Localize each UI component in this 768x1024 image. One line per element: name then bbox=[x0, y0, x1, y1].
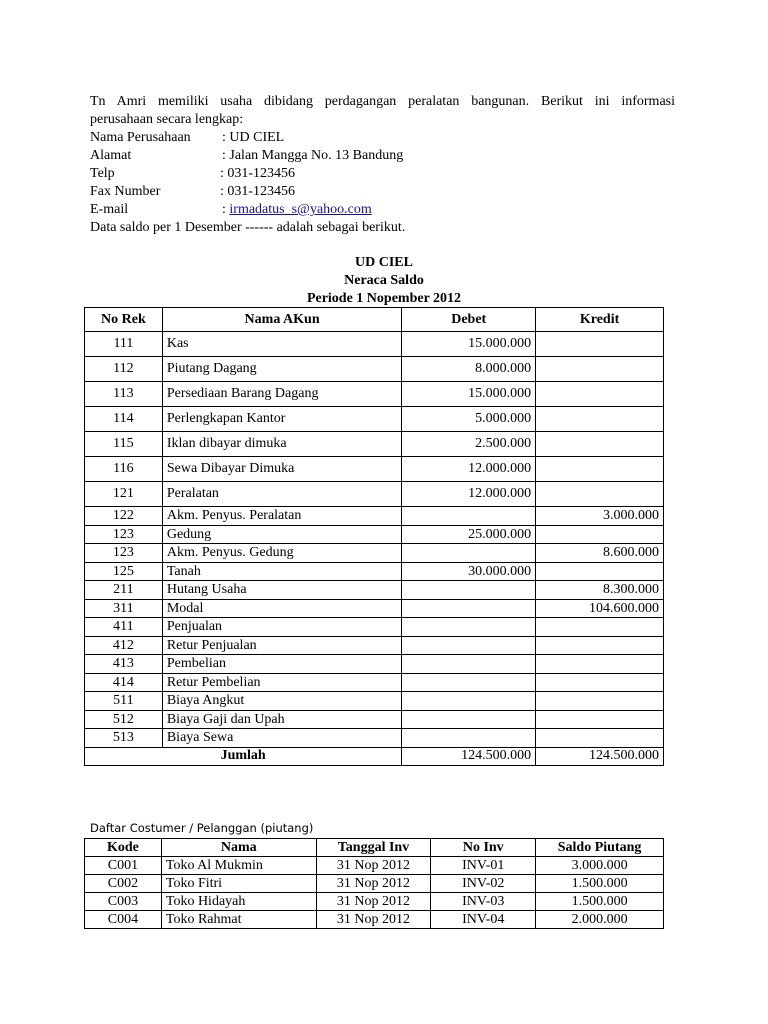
account-name: Piutang Dagang bbox=[162, 357, 401, 382]
kredit-value bbox=[536, 655, 664, 674]
debet-value: 8.000.000 bbox=[402, 357, 536, 382]
customer-code: C001 bbox=[85, 857, 162, 875]
report-period: Periode 1 Nopember 2012 bbox=[306, 291, 462, 306]
account-number: 123 bbox=[85, 525, 163, 544]
debet-value bbox=[402, 636, 536, 655]
debet-value bbox=[402, 673, 536, 692]
account-number: 122 bbox=[85, 507, 163, 526]
account-name: Akm. Penyus. Peralatan bbox=[162, 507, 401, 526]
table-header-row bbox=[85, 839, 664, 857]
account-number: 513 bbox=[85, 729, 163, 748]
debet-value bbox=[402, 618, 536, 637]
data-saldo-text: Data saldo per 1 Desember ------ adalah sebagai berikut. bbox=[90, 220, 406, 235]
field-label: Fax Number bbox=[90, 184, 161, 199]
account-number: 115 bbox=[85, 432, 163, 457]
debet-value bbox=[402, 729, 536, 748]
report-title: Neraca Saldo bbox=[344, 273, 424, 288]
pelanggan-caption: Daftar Costumer / Pelanggan (piutang) bbox=[90, 821, 314, 835]
table-row bbox=[85, 525, 664, 544]
field-label: Alamat bbox=[90, 148, 132, 163]
table-row bbox=[85, 407, 664, 432]
account-number: 113 bbox=[85, 382, 163, 407]
account-number: 412 bbox=[85, 636, 163, 655]
intro-line-2: perusahaan secara lengkap: bbox=[90, 112, 244, 127]
email-link[interactable]: irmadatus_s@yahoo.com bbox=[229, 202, 372, 217]
company-name: UD CIEL bbox=[355, 255, 413, 270]
debet-value bbox=[402, 599, 536, 618]
debet-value bbox=[402, 710, 536, 729]
invoice-date: 31 Nop 2012 bbox=[316, 857, 431, 875]
saldo-piutang: 1.500.000 bbox=[536, 875, 664, 893]
account-name: Penjualan bbox=[162, 618, 401, 637]
table-row bbox=[85, 618, 664, 637]
kredit-value bbox=[536, 407, 664, 432]
account-name: Tanah bbox=[162, 562, 401, 581]
col-header-kredit: Kredit bbox=[536, 308, 664, 332]
col-header-debet: Debet bbox=[402, 308, 536, 332]
table-row bbox=[85, 482, 664, 507]
account-number: 511 bbox=[85, 692, 163, 711]
debet-value: 2.500.000 bbox=[402, 432, 536, 457]
debet-value bbox=[402, 581, 536, 600]
invoice-number: INV-02 bbox=[431, 875, 536, 893]
table-row bbox=[85, 382, 664, 407]
customer-name: Toko Hidayah bbox=[161, 893, 316, 911]
account-name: Retur Penjualan bbox=[162, 636, 401, 655]
table-row bbox=[85, 599, 664, 618]
field-label: Nama Perusahaan bbox=[90, 130, 191, 145]
customer-name: Toko Rahmat bbox=[161, 911, 316, 929]
field-value: : Jalan Mangga No. 13 Bandung bbox=[222, 148, 404, 163]
table-row bbox=[85, 710, 664, 729]
account-name: Modal bbox=[162, 599, 401, 618]
table-row bbox=[85, 875, 664, 893]
debet-value bbox=[402, 507, 536, 526]
customer-code: C004 bbox=[85, 911, 162, 929]
field-label: E-mail bbox=[90, 202, 129, 217]
col-header-nama-akun: Nama AKun bbox=[162, 308, 401, 332]
pelanggan-table bbox=[84, 838, 664, 929]
debet-value: 12.000.000 bbox=[402, 457, 536, 482]
account-number: 411 bbox=[85, 618, 163, 637]
account-name: Biaya Gaji dan Upah bbox=[162, 710, 401, 729]
kredit-value bbox=[536, 729, 664, 748]
total-kredit: 124.500.000 bbox=[536, 747, 664, 765]
account-number: 414 bbox=[85, 673, 163, 692]
account-name: Akm. Penyus. Gedung bbox=[162, 544, 401, 563]
table-row bbox=[85, 581, 664, 600]
debet-value bbox=[402, 655, 536, 674]
total-debet: 124.500.000 bbox=[402, 747, 536, 765]
table-row bbox=[85, 857, 664, 875]
table-row bbox=[85, 692, 664, 711]
table-row bbox=[85, 544, 664, 563]
invoice-number: INV-01 bbox=[431, 857, 536, 875]
account-name: Gedung bbox=[162, 525, 401, 544]
account-name: Biaya Angkut bbox=[162, 692, 401, 711]
account-name: Retur Pembelian bbox=[162, 673, 401, 692]
table-row bbox=[85, 562, 664, 581]
invoice-date: 31 Nop 2012 bbox=[316, 893, 431, 911]
kredit-value: 8.300.000 bbox=[536, 581, 664, 600]
account-number: 125 bbox=[85, 562, 163, 581]
kredit-value bbox=[536, 618, 664, 637]
account-number: 112 bbox=[85, 357, 163, 382]
debet-value: 12.000.000 bbox=[402, 482, 536, 507]
email-sep: : bbox=[222, 202, 230, 217]
kredit-value bbox=[536, 482, 664, 507]
col-header-no-inv: No Inv bbox=[431, 839, 536, 857]
account-name: Pembelian bbox=[162, 655, 401, 674]
debet-value: 5.000.000 bbox=[402, 407, 536, 432]
invoice-date: 31 Nop 2012 bbox=[316, 911, 431, 929]
account-name: Perlengkapan Kantor bbox=[162, 407, 401, 432]
account-number: 116 bbox=[85, 457, 163, 482]
customer-name: Toko Al Mukmin bbox=[161, 857, 316, 875]
neraca-saldo-table bbox=[84, 307, 664, 766]
invoice-date: 31 Nop 2012 bbox=[316, 875, 431, 893]
account-number: 512 bbox=[85, 710, 163, 729]
kredit-value bbox=[536, 673, 664, 692]
invoice-number: INV-03 bbox=[431, 893, 536, 911]
table-row bbox=[85, 893, 664, 911]
col-header-tanggal-inv: Tanggal Inv bbox=[316, 839, 431, 857]
table-row bbox=[85, 432, 664, 457]
saldo-piutang: 1.500.000 bbox=[536, 893, 664, 911]
field-nama-perusahaan bbox=[90, 129, 675, 147]
account-number: 413 bbox=[85, 655, 163, 674]
intro-section bbox=[90, 93, 675, 237]
table-row bbox=[85, 357, 664, 382]
field-fax bbox=[90, 183, 675, 201]
kredit-value: 8.600.000 bbox=[536, 544, 664, 563]
debet-value: 15.000.000 bbox=[402, 382, 536, 407]
account-name: Sewa Dibayar Dimuka bbox=[162, 457, 401, 482]
intro-line-1: Tn Amri memiliki usaha dibidang perdagangan peralatan bangunan. Berikut ini informasi bbox=[90, 94, 675, 109]
customer-code: C002 bbox=[85, 875, 162, 893]
customer-name: Toko Fitri bbox=[161, 875, 316, 893]
account-number: 114 bbox=[85, 407, 163, 432]
invoice-number: INV-04 bbox=[431, 911, 536, 929]
table-row bbox=[85, 911, 664, 929]
total-row bbox=[85, 747, 664, 765]
account-number: 121 bbox=[85, 482, 163, 507]
col-header-no-rek: No Rek bbox=[85, 308, 163, 332]
account-name: Hutang Usaha bbox=[162, 581, 401, 600]
kredit-value bbox=[536, 525, 664, 544]
kredit-value bbox=[536, 332, 664, 357]
field-value: : UD CIEL bbox=[222, 130, 285, 145]
account-number: 111 bbox=[85, 332, 163, 357]
table-row bbox=[85, 507, 664, 526]
table-row bbox=[85, 729, 664, 748]
table-row bbox=[85, 636, 664, 655]
field-email bbox=[90, 201, 675, 219]
account-name: Kas bbox=[162, 332, 401, 357]
kredit-value bbox=[536, 636, 664, 655]
debet-value: 15.000.000 bbox=[402, 332, 536, 357]
table-row bbox=[85, 673, 664, 692]
kredit-value bbox=[536, 382, 664, 407]
report-title-block bbox=[0, 254, 768, 308]
kredit-value bbox=[536, 562, 664, 581]
col-header-saldo-piutang: Saldo Piutang bbox=[536, 839, 664, 857]
saldo-piutang: 2.000.000 bbox=[536, 911, 664, 929]
account-number: 123 bbox=[85, 544, 163, 563]
account-name: Biaya Sewa bbox=[162, 729, 401, 748]
kredit-value bbox=[536, 357, 664, 382]
field-alamat bbox=[90, 147, 675, 165]
field-value: : 031-123456 bbox=[220, 184, 296, 199]
debet-value bbox=[402, 692, 536, 711]
saldo-piutang: 3.000.000 bbox=[536, 857, 664, 875]
field-value: : 031-123456 bbox=[220, 166, 296, 181]
field-telp bbox=[90, 165, 675, 183]
kredit-value bbox=[536, 710, 664, 729]
total-label: Jumlah bbox=[85, 747, 402, 765]
kredit-value bbox=[536, 432, 664, 457]
kredit-value bbox=[536, 692, 664, 711]
customer-code: C003 bbox=[85, 893, 162, 911]
debet-value: 30.000.000 bbox=[402, 562, 536, 581]
account-number: 211 bbox=[85, 581, 163, 600]
account-name: Persediaan Barang Dagang bbox=[162, 382, 401, 407]
account-name: Iklan dibayar dimuka bbox=[162, 432, 401, 457]
table-row bbox=[85, 457, 664, 482]
kredit-value: 3.000.000 bbox=[536, 507, 664, 526]
table-row bbox=[85, 655, 664, 674]
kredit-value bbox=[536, 457, 664, 482]
field-label: Telp bbox=[90, 166, 115, 181]
table-row bbox=[85, 332, 664, 357]
debet-value: 25.000.000 bbox=[402, 525, 536, 544]
debet-value bbox=[402, 544, 536, 563]
account-name: Peralatan bbox=[162, 482, 401, 507]
col-header-kode: Kode bbox=[85, 839, 162, 857]
table-header-row bbox=[85, 308, 664, 332]
kredit-value: 104.600.000 bbox=[536, 599, 664, 618]
col-header-nama: Nama bbox=[161, 839, 316, 857]
account-number: 311 bbox=[85, 599, 163, 618]
